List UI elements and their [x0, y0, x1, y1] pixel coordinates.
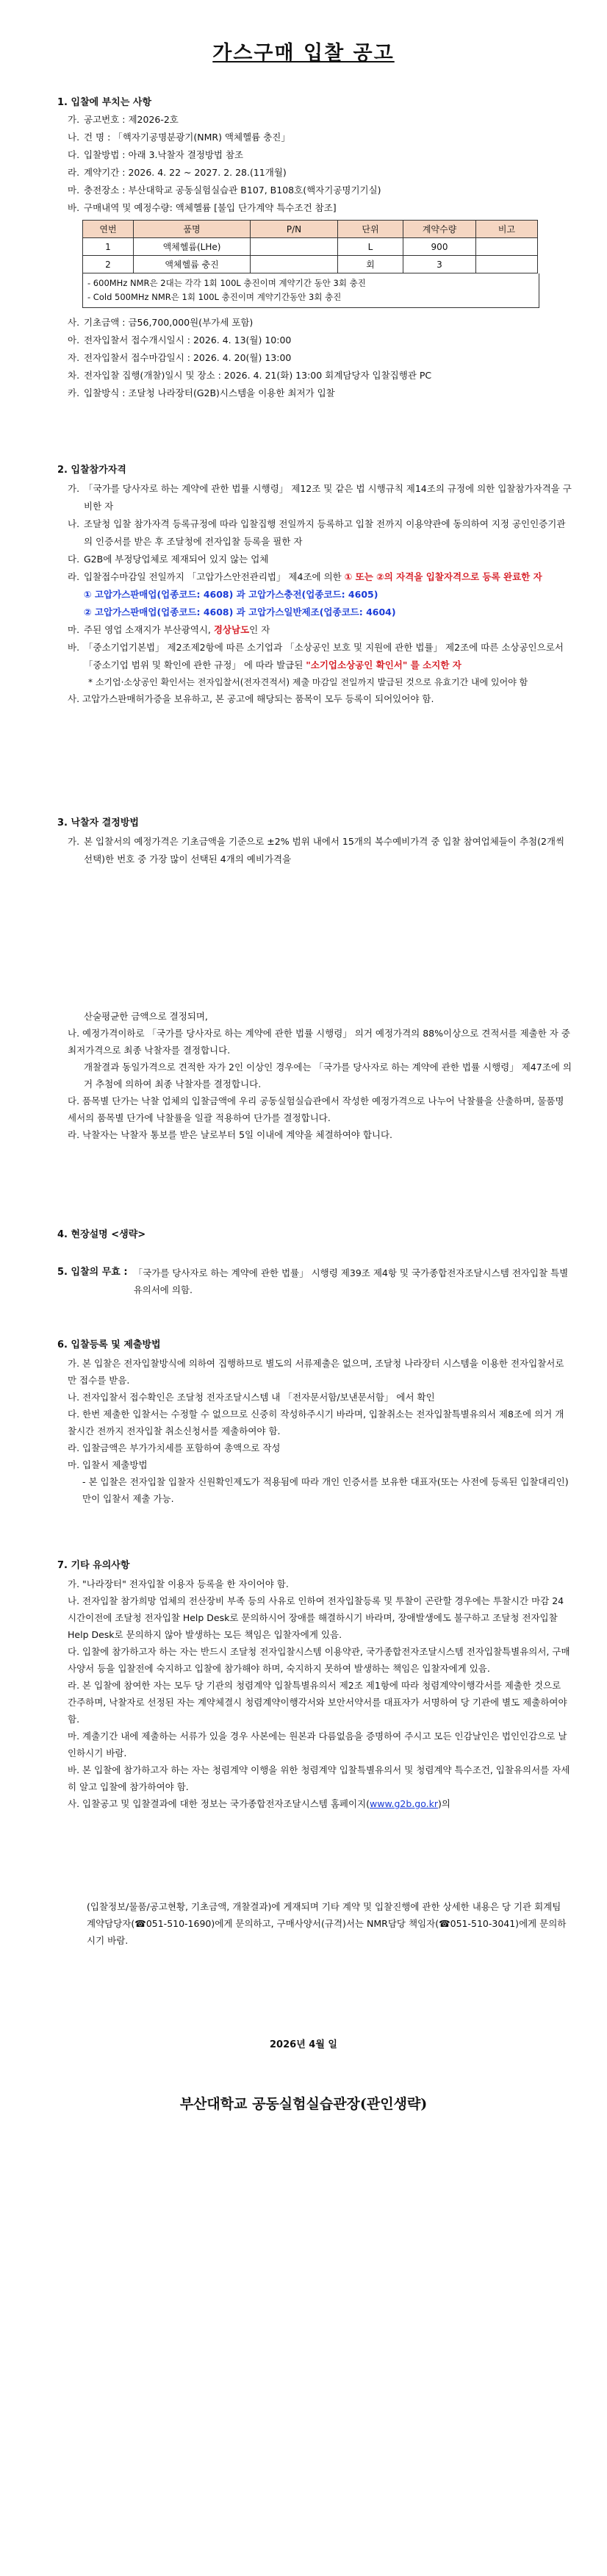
section-1-heading: 1. 입찰에 부치는 사항: [57, 97, 152, 108]
cell: 액체헬륨 충진: [134, 256, 251, 273]
s2-ba-note: * 소기업·소상공인 확인서는 전자입찰서(전자견적서) 제출 마감일 전일까지 발급된 것으로 유효기간 내에 있어야 함: [88, 677, 528, 687]
section-6-heading: 6. 입찰등록 및 제출방법: [57, 1339, 161, 1350]
col-header: 연번: [83, 221, 134, 238]
s2-item-da: 다. G2B에 부정당업체로 제재되어 있지 않는 업체: [68, 554, 269, 565]
s1-item-ja: 자. 전자입찰서 접수마감일시 : 2026. 4. 20(월) 13:00: [68, 352, 292, 363]
col-header: P/N: [251, 221, 338, 238]
g2b-link[interactable]: www.g2b.go.kr: [370, 1798, 439, 1809]
section-3: [57, 815, 572, 1143]
s2-item-ra: 라. 입찰접수마감일 전일까지 「고압가스안전관리법」 제4조에 의한 ① 또는 ②의 자격을 입찰자격으로 등록 완료한 자: [68, 571, 542, 582]
s6-item-ra: 라. 입찰금액은 부가가치세를 포함하여 총액으로 작성: [68, 1442, 281, 1453]
cell: 액체헬륨(LHe): [134, 238, 251, 256]
s1-item-ba: 바. 구매내역 및 예정수량: 액체헬륨 [불입 단가계약 특수조건 참조]: [68, 202, 337, 213]
cell: [251, 238, 338, 256]
section-4: [57, 1226, 572, 1240]
col-header: 비고: [476, 221, 538, 238]
s6-item-ma: 마. 입찰서 제출방법: [68, 1459, 148, 1470]
s2-ra-requirement: ① 또는 ②의 자격을 입찰자격으로 등록 완료한 자: [344, 571, 542, 582]
section-2: [57, 462, 572, 708]
s1-item-ga: 가. 공고번호 : 제2026-2호: [68, 114, 179, 125]
table-note: - Cold 500MHz NMR은 1회 100L 충진이며 계약기간동안 3회 충진: [87, 292, 342, 302]
s6-item-ga: 가. 본 입찰은 전자입찰방식에 의하여 집행하므로 별도의 서류제출은 없으며, 조달청 나라장터 시스템을 이용한 전자입찰서로만 접수를 받음.: [68, 1358, 564, 1386]
s3-ga-end: 산술평균한 금액으로 결정되며,: [84, 1011, 208, 1022]
s1-item-ka: 카. 입찰방식 : 조달청 나라장터(G2B)시스템을 이용한 최저가 입찰: [68, 387, 335, 398]
section-4-heading: 4. 현장설명 <생략>: [57, 1229, 146, 1240]
s1-item-ma: 마. 충전장소 : 부산대학교 공동실험실습관 B107, B108호(핵자기공명기기실): [68, 185, 381, 196]
s6-item-da: 다. 한번 제출한 입찰서는 수정할 수 없으므로 신중히 작성하주시기 바라며, 입찰취소는 전자입찰특별유의서 제8조에 의거 개찰시간 전까지 전자입찰 취소신청서를 제출하여야 함.: [68, 1409, 564, 1437]
section-6: [57, 1337, 572, 1507]
closing-text: (입찰정보/물품/공고현황, 기초금액, 개찰결과)에 게재되며 기타 계약 및 입찰진행에 관한 상세한 내용은 당 기관 회계팀 계약담당자(☎051-510-1690)에게 문의하고, 구매사양서(규격)서는 NMR담당 책임자(☎051-510-3041)에게 문의하시기 바람.: [87, 1901, 567, 1946]
cell: 900: [403, 238, 476, 256]
section-1: [57, 94, 572, 402]
announcement-date: 2026년 4월 일: [270, 2039, 337, 2050]
cell: L: [338, 238, 403, 256]
s1-item-ra: 라. 계약기간 : 2026. 4. 22 ~ 2027. 2. 28.(11개월): [68, 167, 287, 178]
cell: [251, 256, 338, 273]
s3-item-da: 다. 품목별 단가는 낙찰 업체의 입찰금액에 우리 공동실험실습관에서 작성한 예정가격으로 나누어 낙찰률을 산출하며, 물품명세서의 품목별 단가에 낙찰률을 일괄 적용하여 단가를 결정합니다.: [68, 1095, 564, 1123]
s7-item-ba: 바. 본 입찰에 참가하고자 하는 자는 청렴계약 이행을 위한 청렴계약 입찰특별유의서 및 청렴계약 특수조건, 입찰유의서를 자세히 알고 입찰에 참가하여야 함.: [68, 1764, 570, 1792]
col-header: 품명: [134, 221, 251, 238]
section-2-heading: 2. 입찰참가자격: [57, 465, 126, 476]
table-row: [83, 256, 538, 273]
section-7-heading: 7. 기타 유의사항: [57, 1560, 130, 1571]
table-row: [83, 238, 538, 256]
cell: 3: [403, 256, 476, 273]
issuer-name: 부산대학교 공동실험실습관장(관인생략): [179, 2096, 428, 2112]
section-5: [57, 1264, 572, 1298]
section-3-heading: 3. 낙찰자 결정방법: [57, 817, 139, 829]
s7-item-ga: 가. "나라장터" 전자입찰 이용자 등록을 한 자이어야 함.: [68, 1578, 289, 1589]
closing-paragraph: [57, 1898, 572, 1949]
goods-table-header: [83, 221, 538, 238]
s2-item-ba: 바. 「중소기업기본법」 제2조제2항에 따른 소기업과 「소상공인 보호 및 지원에 관한 법률」 제2조에 따른 소상공인으로서 「중소기업 범위 및 확인에 관한 규정」 에 따라 발급된 "소기업소상공인 확인서" 를 소지한 자: [68, 642, 564, 670]
page-title: 가스구매 입찰 공고: [212, 42, 395, 65]
s3-item-ra: 라. 낙찰자는 낙찰자 통보를 받은 날로부터 5일 이내에 계약을 체결하여야 합니다.: [68, 1129, 393, 1140]
s3-item-na: 나. 예정가격이하로 「국가를 당사자로 하는 계약에 관한 법률 시행령」 의거 예정가격의 88%이상으로 견적서를 제출한 자 중 최저가격으로 최종 낙찰자를 결정합니다.: [68, 1028, 570, 1056]
section-5-text: 「국가를 당사자로 하는 계약에 관한 법률」 시행령 제39조 제4항 및 국가종합전자조달시스템 전자입찰 특별유의서에 의함.: [133, 1267, 569, 1295]
section-5-heading: 5. 입찰의 무효 :: [57, 1267, 128, 1278]
blank-space: [68, 868, 572, 1008]
s7-item-ma: 마. 계출기간 내에 제출하는 서류가 있을 경우 사본에는 원본과 다름없음을 증명하여 주시고 모든 인감날인은 법인인감으로 날인하시기 바람.: [68, 1731, 567, 1759]
s2-ra-option-2: ② 고압가스판매업(업종코드: 4608) 과 고압가스일반제조(업종코드: 4604): [84, 607, 396, 618]
s2-ba-certificate: "소기업소상공인 확인서" 를 소지한 자: [306, 659, 461, 670]
s2-item-na: 나. 조달청 입찰 참가자격 등록규정에 따라 입찰집행 전일까지 등록하고 입찰 전까지 이용약관에 동의하여 지정 공인인증기관의 인증서를 받은 후 조달청에 전자입찰 등록을 필한 자: [68, 518, 566, 547]
s7-item-da: 다. 입찰에 참가하고자 하는 자는 반드시 조달청 전자입찰시스템 이용약관, 국가종합전자조달시스템 전자입찰특별유의서, 구매사양서 등을 입찰전에 숙지하고 입찰에 참가해야 하며, 숙지하지 못하여 발생하는 책임은 입찰자에게 있음.: [68, 1646, 570, 1674]
table-note: - 600MHz NMR은 2대는 각각 1회 100L 충진이며 계약기간 동안 3회 충진: [87, 278, 366, 288]
s1-item-a: 아. 전자입찰서 접수개시일시 : 2026. 4. 13(월) 10:00: [68, 334, 292, 346]
s7-item-na: 나. 전자입찰 참가희망 업체의 전산장비 부족 등의 사유로 인하여 전자입찰등록 및 투찰이 곤란할 경우에는 투찰시간 마감 24시간이전에 조달청 전자입찰 Help Desk로 문의하시어 장애를 해결하시기 바라며, 장애발생에도 불구하고 조달청 전자입찰 Help Desk로 문의하지 않아 발생하는 모든 책임은 입찰자에게 있음.: [68, 1595, 564, 1640]
s1-item-na: 나. 건 명 : 「핵자기공명분광기(NMR) 액체헬륨 충진」: [68, 132, 290, 143]
s3-item-ga: 가. 본 입찰서의 예정가격은 기초금액을 기준으로 ±2% 범위 내에서 15개의 복수예비가격 중 입찰 참여업체들이 추첨(2개씩 선택)한 번호 중 가장 많이 선택된 4개의 예비가격을: [68, 836, 565, 865]
s7-item-sa: 사. 입찰공고 및 입찰결과에 대한 정보는 국가종합전자조달시스템 홈페이지(www.g2b.go.kr)의: [68, 1798, 450, 1809]
cell: 2: [83, 256, 134, 273]
s3-item-na2: 개찰결과 동일가격으로 견적한 자가 2인 이상인 경우에는 「국가를 당사자로 하는 계약에 관한 법률 시행령」 제47조에 의거 추첨에 의하여 최종 낙찰자를 결정합니다.: [84, 1062, 572, 1090]
section-7: [57, 1557, 572, 1812]
s1-item-sa: 사. 기초금액 : 금56,700,000원(부가세 포함): [68, 317, 254, 328]
goods-table: [82, 220, 538, 273]
s1-item-da: 다. 입찰방법 : 아래 3.낙찰자 결정방법 참조: [68, 149, 244, 160]
s2-item-ma: 마. 주된 영업 소재지가 부산광역시, 경상남도인 자: [68, 624, 270, 635]
s2-item-ga: 가. 「국가를 당사자로 하는 계약에 관한 법률 시행령」 제12조 및 같은 법 시행규칙 제14조의 규정에 의한 입찰참가자격을 구비한 자: [68, 483, 572, 512]
cell: 1: [83, 238, 134, 256]
cell: [476, 238, 538, 256]
s2-ra-option-1: ① 고압가스판매업(업종코드: 4608) 과 고압가스충전(업종코드: 4605): [84, 589, 378, 600]
s2-item-sa: 사. 고압가스판매허가증을 보유하고, 본 공고에 해당되는 품목이 모두 등록이 되어있어야 함.: [68, 693, 434, 704]
col-header: 계약수량: [403, 221, 476, 238]
cell: 회: [338, 256, 403, 273]
s6-ma-sub: - 본 입찰은 전자입찰 입찰자 신원확인제도가 적용됨에 따라 개인 인증서를 보유한 대표자(또는 사전에 등록된 입찰대리인)만이 입찰서 제출 가능.: [82, 1476, 569, 1504]
table-notes: [82, 273, 539, 308]
col-header: 단위: [338, 221, 403, 238]
s7-item-ra: 라. 본 입찰에 참여한 자는 모두 당 기관의 청렴계약 입찰특별유의서 제2조 제1항에 따라 청렴계약이행각서를 제출한 것으로 간주하며, 낙찰자로 선정된 자는 계약체결시 청렴계약이행각서와 보안서약서를 대표자가 서명하여 당 기관에 별도 제출하여야 함.: [68, 1680, 567, 1725]
s6-item-na: 나. 전자입찰서 접수확인은 조달청 전자조달시스템 내 「전자문서함/보낸문서함」 에서 확인: [68, 1392, 435, 1403]
cell: [476, 256, 538, 273]
s1-item-cha: 차. 전자입찰 집행(개찰)일시 및 장소 : 2026. 4. 21(화) 13:00 회계담당자 입찰집행관 PC: [68, 370, 432, 381]
